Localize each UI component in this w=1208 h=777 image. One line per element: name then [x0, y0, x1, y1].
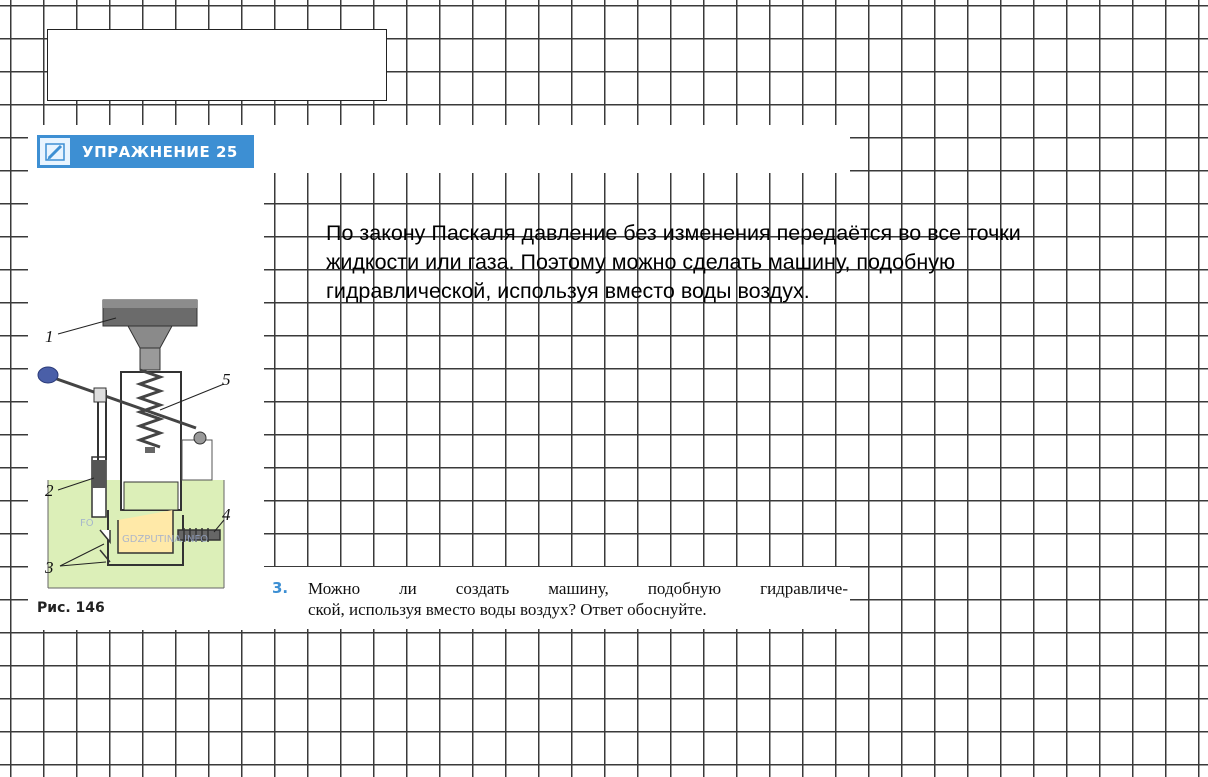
question-line-1: Можно ли создать машину, подобную гидравличе-: [308, 579, 848, 598]
figure-caption: Рис. 146: [37, 600, 105, 616]
figure-panel: [28, 170, 264, 630]
figure-label-4: 4: [222, 505, 231, 524]
figure-label-1: 1: [45, 327, 54, 346]
answer-line-3: гидравлической, используя вместо воды воздух.: [326, 279, 810, 303]
handwritten-answer: [326, 219, 1126, 306]
question-number: 3.: [272, 579, 289, 597]
figure-label-3: 3: [45, 558, 54, 577]
question-block: [264, 567, 850, 629]
exercise-title: УПРАЖНЕНИЕ 25: [82, 142, 238, 161]
answer-line-2: жидкости или газа. Поэтому можно сделать машину, подобную: [326, 250, 956, 274]
exercise-badge: [37, 135, 254, 168]
hydraulic-press-diagram: [28, 170, 264, 595]
name-box: [47, 29, 387, 101]
figure-label-2: 2: [45, 481, 54, 500]
answer-line-1: По закону Паскаля давление без изменения передаётся во все точки: [326, 221, 1021, 245]
question-line-2: ской, используя вместо воды воздух? Ответ обоснуйте.: [308, 600, 707, 619]
watermark-1: FO: [80, 518, 94, 529]
figure-label-5: 5: [222, 370, 231, 389]
lever-handle: [38, 367, 58, 383]
watermark-2: GDZPUTINA.INFO: [122, 534, 209, 545]
pencil-icon: [40, 138, 70, 165]
